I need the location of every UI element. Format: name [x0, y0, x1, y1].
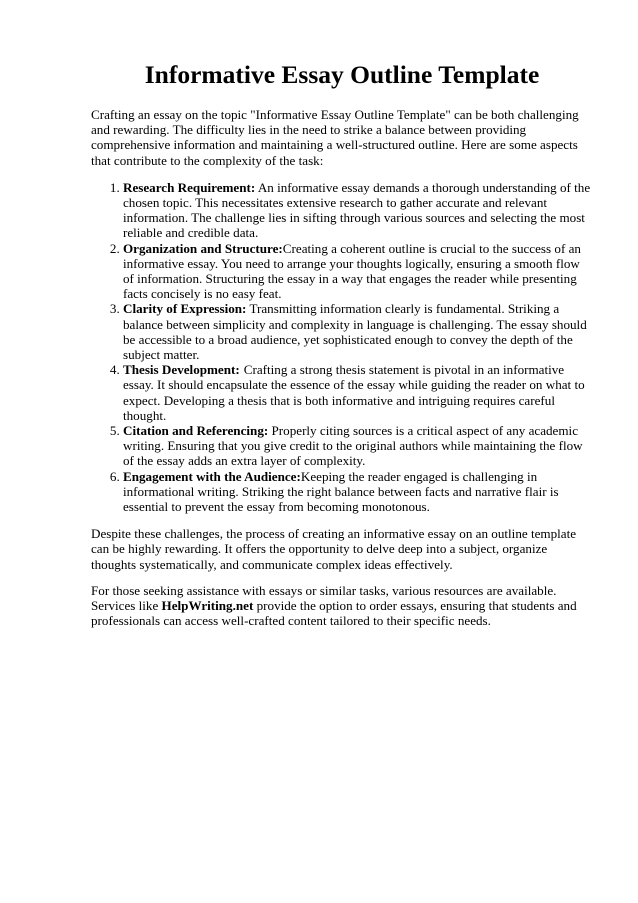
- intro-paragraph: Crafting an essay on the topic "Informative Essay Outline Template" can be both challenging and rewarding. The difficulty lies in the need to strike a balance between providing comprehensive information and maintaining a well-structured outline. Here are some aspects that contribute to the complexity of the task:: [91, 107, 579, 168]
- list-item-text: Creating a coherent outline is crucial to the success of an informative essay. You need to arrange your thoughts logically, ensuring a smooth flow of information. Structuring the essay in a way that engages the reader while presenting facts concisely is no easy feat.: [123, 240, 581, 302]
- list-item-text: An informative essay demands a thorough understanding of the chosen topic. This necessitates extensive research to gather accurate and relevant information. The challenge lies in sifting through various sources and selecting the most reliable and credible data.: [123, 179, 591, 241]
- list-item: [123, 469, 593, 515]
- list-item-term: Research Requirement:: [123, 179, 256, 195]
- list-item: [123, 180, 593, 241]
- list-item-text: Crafting a strong thesis statement is pivotal in an informative essay. It should encapsulate the essence of the essay while guiding the reader on what to expect. Developing a thesis that is both informative and intriguing requires careful thought.: [123, 362, 585, 423]
- list-item-term: Engagement with the Audience:: [123, 468, 301, 484]
- closing-paragraph: [91, 583, 593, 629]
- list-item: [123, 241, 593, 302]
- document-title: Informative Essay Outline Template: [144, 60, 540, 89]
- conclusion-paragraph: Despite these challenges, the process of creating an informative essay on an outline template can be highly rewarding. It offers the opportunity to delve deep into a subject, organize thoughts systematically, and communicate complex ideas effectively.: [91, 526, 577, 572]
- list-item-term: Organization and Structure:: [123, 240, 283, 256]
- list-item-text: Keeping the reader engaged is challenging in informational writing. Striking the right balance between facts and narrative flair is essential to prevent the essay from becoming monotonous.: [123, 468, 559, 515]
- list-item-term: Thesis Development:: [123, 362, 240, 378]
- list-item: [123, 301, 593, 362]
- closing-text-after: provide the option to order essays, ensuring that students and professionals can access well-crafted content tailored to their specific needs.: [91, 598, 577, 629]
- list-item-text: Transmitting information clearly is fundamental. Striking a balance between simplicity and complexity in language is challenging. The essay should be accessible to a broad audience, yet sophisticated enough to convey the depth of the subject matter.: [123, 301, 587, 363]
- list-item-term: Citation and Referencing:: [123, 423, 269, 439]
- brand-name: HelpWriting.net: [161, 598, 254, 614]
- list-item-text: Properly citing sources is a critical aspect of any academic writing. Ensuring that you give credit to the original authors while maintaining the flow of the essay adds an extra layer of complexity.: [123, 423, 583, 469]
- aspects-list: [91, 180, 593, 514]
- list-item-term: Clarity of Expression:: [123, 301, 247, 317]
- closing-text-before: For those seeking assistance with essays or similar tasks, various resources are available. Services like: [91, 582, 557, 614]
- list-item: [123, 362, 593, 423]
- document-page: [91, 60, 593, 629]
- list-item: [123, 423, 593, 469]
